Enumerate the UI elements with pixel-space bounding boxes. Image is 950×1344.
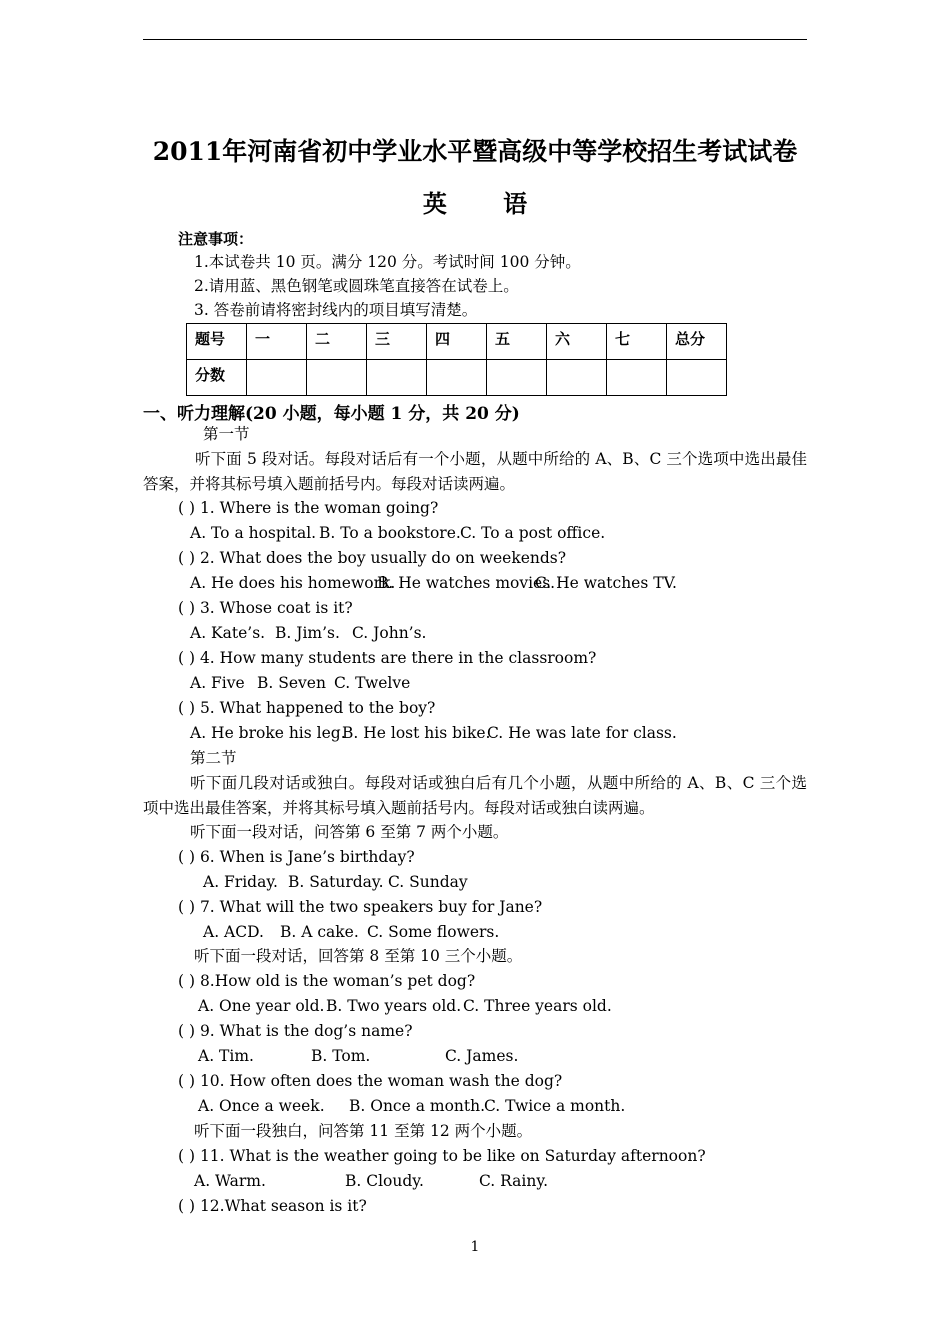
score-table-header-cell: 一 [247, 324, 307, 360]
score-cell[interactable] [547, 360, 607, 396]
page-number: 1 [470, 1239, 480, 1255]
option: C. Twice a month. [484, 1097, 626, 1115]
question: ( ) 7. What will the two speakers buy for Jane? [178, 898, 543, 916]
option: B. To a bookstore. [319, 524, 461, 542]
header-rule [143, 39, 807, 40]
option: A. ACD. [203, 923, 264, 941]
option: A. Warm. [194, 1172, 266, 1190]
part-instructions: 听下面 5 段对话。每段对话后有一个小题，从题中所给的 A、B、C 三个选项中选出最佳答案，并将其标号填入题前括号内。每段对话读两遍。 [143, 450, 807, 493]
option: A. Tim. [198, 1047, 254, 1065]
subject-title: 英 语 [422, 189, 552, 218]
notice-item: 2.请用蓝、黑色钢笔或圆珠笔直接答在试卷上。 [194, 277, 519, 295]
option: B. He watches movies. [377, 574, 556, 592]
score-cell[interactable] [487, 360, 547, 396]
score-cell[interactable] [427, 360, 487, 396]
score-table-header-cell: 题号 [187, 324, 247, 360]
score-cell[interactable] [367, 360, 427, 396]
score-table [186, 323, 727, 396]
listening-lead: 听下面一段对话，问答第 6 至第 7 两个小题。 [190, 823, 509, 841]
option: B. Saturday. [288, 873, 384, 891]
score-cell[interactable] [307, 360, 367, 396]
option: A. Once a week. [198, 1097, 325, 1115]
option: B. Jim’s. [275, 624, 340, 642]
question: ( ) 11. What is the weather going to be like on Saturday afternoon? [178, 1147, 706, 1165]
question: ( ) 4. How many students are there in the classroom? [178, 649, 597, 667]
option: C. John’s. [352, 624, 427, 642]
notice-heading: 注意事项： [178, 230, 254, 248]
score-table-header-cell: 五 [487, 324, 547, 360]
option: C. Rainy. [479, 1172, 548, 1190]
option: C. Twelve [334, 674, 411, 692]
score-cell[interactable] [607, 360, 667, 396]
part-label: 第一节 [203, 425, 250, 443]
option: A. He broke his leg. [190, 724, 346, 742]
option: B. Cloudy. [345, 1172, 424, 1190]
question: ( ) 10. How often does the woman wash the dog? [178, 1072, 563, 1090]
question: ( ) 5. What happened to the boy? [178, 699, 436, 717]
score-table-header-cell: 六 [547, 324, 607, 360]
listening-lead: 听下面一段对话，回答第 8 至第 10 三个小题。 [194, 947, 523, 965]
option: B. Two years old. [326, 997, 462, 1015]
question: ( ) 9. What is the dog’s name? [178, 1022, 413, 1040]
listening-lead: 听下面一段独白，问答第 11 至第 12 两个小题。 [194, 1122, 533, 1140]
option: B. Tom. [311, 1047, 371, 1065]
option: A. Kate’s. [190, 624, 266, 642]
question: ( ) 2. What does the boy usually do on weekends? [178, 549, 567, 567]
notice-item: 3. 答卷前请将密封线内的项目填写清楚。 [194, 301, 478, 319]
option: C. He was late for class. [487, 724, 677, 742]
score-table-header-cell: 三 [367, 324, 427, 360]
score-table-header-cell: 四 [427, 324, 487, 360]
part-label: 第二节 [190, 749, 237, 767]
option: A. He does his homework. [190, 574, 396, 592]
part-instructions: 听下面几段对话或独白。每段对话或独白后有几个小题，从题中所给的 A、B、C 三个选项中选出最佳答案，并将其标号填入题前括号内。每段对话或独白读两遍。 [143, 774, 807, 817]
question: ( ) 6. When is Jane’s birthday? [178, 848, 415, 866]
option: B. He lost his bike. [342, 724, 491, 742]
section-heading: 一、听力理解(20 小题，每小题 1 分，共 20 分) [143, 404, 520, 424]
option: A. Friday. [203, 873, 278, 891]
option: A. To a hospital. [190, 524, 317, 542]
exam-title: 2011年河南省初中学业水平暨高级中等学校招生考试试卷 [152, 137, 798, 166]
option: C. To a post office. [460, 524, 606, 542]
option: C. Sunday [388, 873, 468, 891]
question: ( ) 1. Where is the woman going? [178, 499, 439, 517]
option: C. He watches TV. [535, 574, 677, 592]
score-table-header-row [187, 324, 727, 360]
option: B. Once a month. [349, 1097, 486, 1115]
option: B. A cake. [280, 923, 359, 941]
score-cell[interactable] [247, 360, 307, 396]
question: ( ) 8.How old is the woman’s pet dog? [178, 972, 476, 990]
option: A. One year old. [198, 997, 325, 1015]
score-table-header-cell: 总分 [667, 324, 727, 360]
option: C. Three years old. [463, 997, 612, 1015]
score-row-label: 分数 [187, 360, 247, 396]
option: B. Seven [257, 674, 326, 692]
question: ( ) 3. Whose coat is it? [178, 599, 353, 617]
question: ( ) 12.What season is it? [178, 1197, 367, 1215]
option: C. James. [445, 1047, 519, 1065]
score-table-score-row [187, 360, 727, 396]
option: C. Some flowers. [367, 923, 500, 941]
score-table-header-cell: 二 [307, 324, 367, 360]
score-table-header-cell: 七 [607, 324, 667, 360]
score-cell[interactable] [667, 360, 727, 396]
notice-item: 1.本试卷共 10 页。满分 120 分。考试时间 100 分钟。 [194, 253, 581, 271]
option: A. Five [190, 674, 245, 692]
